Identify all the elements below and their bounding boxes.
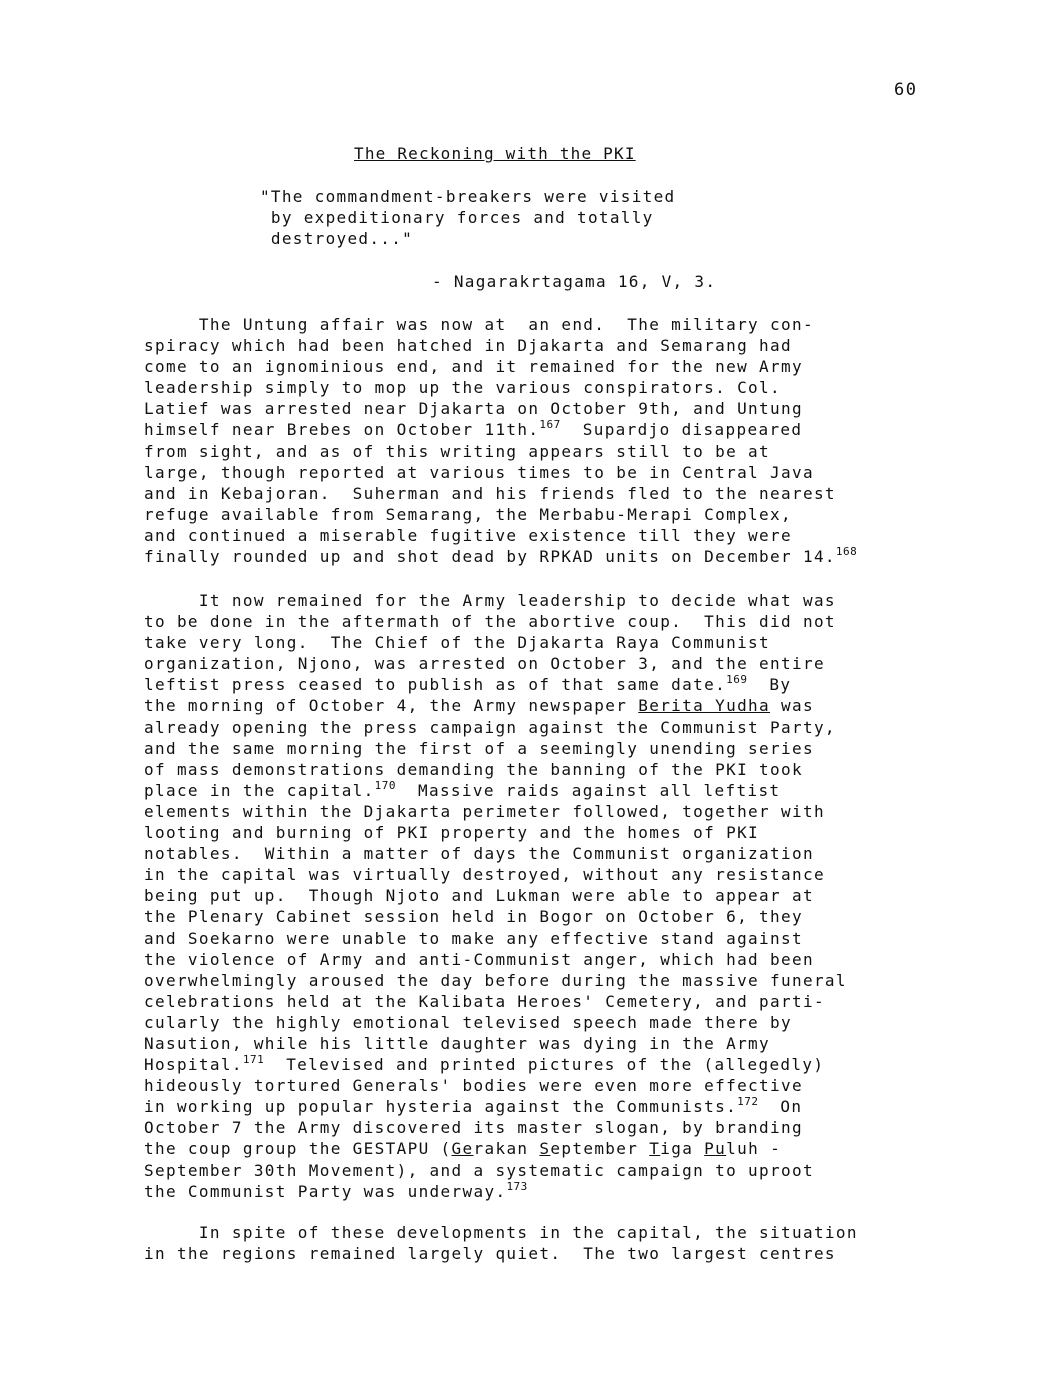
text-segment: On: [758, 1097, 803, 1117]
footnote-ref-172: 172: [737, 1095, 759, 1109]
text-line: refuge available from Semarang, the Merbabu-Merapi Complex,: [144, 504, 792, 524]
epigraph-quote: [260, 186, 675, 249]
text-line: come to an ignominious end, and it remained for the new Army: [144, 357, 803, 377]
text-segment: finally rounded up and shot dead by RPKAD units on December 14.: [144, 547, 836, 567]
text-line: take very long. The Chief of the Djakarta Raya Communist: [144, 633, 771, 653]
text-line: looting and burning of PKI property and the homes of PKI: [144, 823, 760, 843]
text-segment: iga: [660, 1139, 705, 1159]
text-line: In spite of these developments in the capital, the situation: [144, 1223, 858, 1242]
text-line: [144, 419, 857, 440]
footnote-ref-170: 170: [374, 778, 397, 792]
text-line: the violence of Army and anti-Communist anger, which had been: [144, 949, 814, 969]
paragraph-regions: [144, 1222, 858, 1264]
text-line: and the same morning the first of a seemingly unending series: [144, 738, 814, 758]
text-segment: Televised and printed pictures of the (allegedly): [264, 1055, 825, 1075]
text-line: [144, 1054, 847, 1075]
text-line: September 30th Movement), and a systematic campaign to uproot: [144, 1160, 814, 1180]
text-segment: the coup group the GESTAPU (: [144, 1139, 452, 1159]
text-segment: By: [747, 675, 792, 695]
text-segment: eptember: [550, 1139, 650, 1159]
text-segment: himself near Brebes on October 11th.: [144, 420, 540, 440]
text-line: cularly the highly emotional televised speech made there by: [144, 1012, 792, 1032]
epigraph-attribution: - Nagarakrtagama 16, V, 3.: [432, 272, 717, 291]
text-line: Latief was arrested near Djakarta on October 9th, and Untung: [144, 399, 803, 419]
text-line: and Soekarno were unable to make any effective stand against: [144, 928, 803, 948]
text-segment: place in the capital.: [144, 780, 375, 800]
paragraph-army-leadership: [144, 590, 847, 1202]
text-line: already opening the press campaign against the Communist Party,: [144, 717, 836, 737]
text-line: elements within the Djakarta perimeter followed, together with: [144, 801, 825, 821]
epigraph-line: "The commandment-breakers were visited: [260, 187, 676, 206]
footnote-ref-169: 169: [726, 673, 748, 687]
footnote-ref-167: 167: [539, 418, 561, 432]
text-line: [144, 695, 847, 716]
text-segment: Supardjo disappeared: [560, 420, 803, 440]
text-line: [144, 674, 847, 695]
text-segment: Hospital.: [144, 1055, 243, 1075]
text-line: of mass demonstrations demanding the banning of the PKI took: [144, 759, 803, 779]
paragraph-untung-affair: [144, 314, 857, 567]
text-line: hideously tortured Generals' bodies were even more effective: [144, 1076, 803, 1096]
text-line: [144, 780, 847, 801]
text-segment: leftist press ceased to publish as of that same date.: [144, 675, 727, 695]
text-line: large, though reported at various times to be in Central Java: [144, 462, 814, 482]
section-title: The Reckoning with the PKI: [354, 144, 636, 163]
epigraph-line: by expeditionary forces and totally: [260, 208, 654, 227]
text-line: [144, 546, 857, 567]
footnote-ref-168: 168: [835, 545, 858, 559]
text-segment: in working up popular hysteria against the Communists.: [144, 1097, 738, 1117]
text-line: notables. Within a matter of days the Communist organization: [144, 844, 814, 864]
acronym-letters: Ge: [451, 1139, 474, 1159]
text-line: the Plenary Cabinet session held in Bogor on October 6, they: [144, 907, 803, 927]
text-line: organization, Njono, was arrested on October 3, and the entire: [144, 654, 825, 674]
text-line: and continued a miserable fugitive existence till they were: [144, 525, 792, 545]
text-segment: Massive raids against all leftist: [396, 780, 781, 800]
acronym-letters: Pu: [704, 1139, 727, 1159]
text-line: in the regions remained largely quiet. The two largest centres: [144, 1244, 836, 1264]
newspaper-title: Berita Yudha: [638, 696, 771, 716]
page-number: 60: [894, 80, 918, 100]
text-line: It now remained for the Army leadership to decide what was: [144, 591, 836, 610]
text-line: [144, 1181, 847, 1202]
text-line: [144, 1138, 847, 1159]
footnote-ref-173: 173: [506, 1179, 528, 1193]
text-line: celebrations held at the Kalibata Heroes' Cemetery, and parti-: [144, 991, 825, 1011]
text-line: [144, 1096, 847, 1117]
text-segment: luh -: [726, 1139, 782, 1159]
acronym-letters: T: [649, 1139, 661, 1159]
text-segment: was: [770, 696, 814, 716]
text-line: in the capital was virtually destroyed, without any resistance: [144, 865, 825, 885]
text-line: overwhelmingly aroused the day before during the massive funeral: [144, 970, 847, 990]
text-line: being put up. Though Njoto and Lukman were able to appear at: [144, 886, 814, 906]
text-line: spiracy which had been hatched in Djakarta and Semarang had: [144, 336, 792, 356]
text-line: to be done in the aftermath of the abortive coup. This did not: [144, 612, 836, 632]
text-line: leadership simply to mop up the various conspirators. Col.: [144, 378, 782, 398]
text-line: and in Kebajoran. Suherman and his friends fled to the nearest: [144, 483, 836, 503]
epigraph-line: destroyed...": [260, 229, 414, 248]
text-line: October 7 the Army discovered its master slogan, by branding: [144, 1118, 803, 1138]
text-segment: the morning of October 4, the Army newspaper: [144, 696, 639, 716]
text-segment: the Communist Party was underway.: [144, 1181, 507, 1201]
text-line: from sight, and as of this writing appears still to be at: [144, 441, 771, 461]
text-line: Nasution, while his little daughter was dying in the Army: [144, 1033, 771, 1053]
text-line: The Untung affair was now at an end. The military con-: [144, 315, 814, 334]
footnote-ref-171: 171: [242, 1053, 265, 1067]
acronym-letters: S: [539, 1139, 551, 1159]
text-segment: rakan: [473, 1139, 540, 1159]
